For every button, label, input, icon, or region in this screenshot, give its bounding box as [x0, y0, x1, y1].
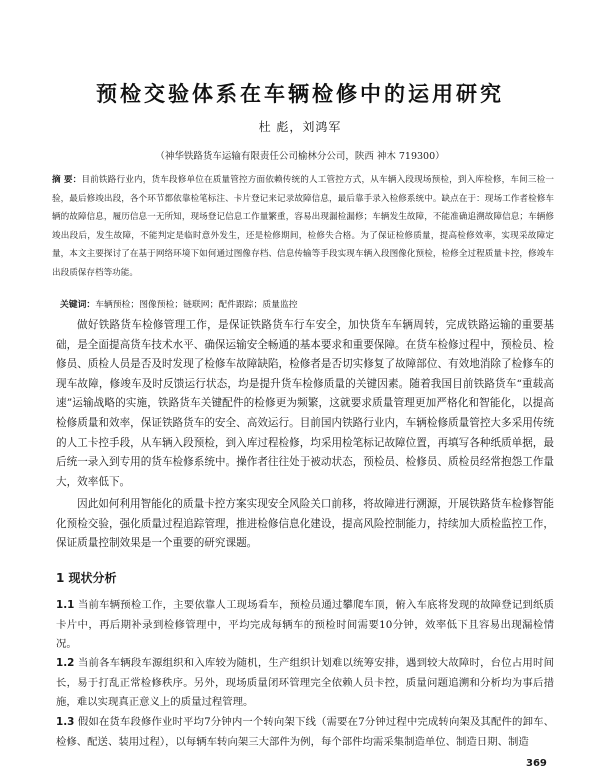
- item-text: 当前各车辆段车源组织和入库较为随机，生产组织计划难以统筹安排，遇到较大故障时，台位占用时间长，易于打乱正常检修秩序。另外，现场质量闭环管理完全依赖人员卡控，质量问题追溯和分析均为事后措施，难以实现真正意义上的质量过程管理。: [56, 657, 554, 709]
- paper-authors: 杜 彪，刘鸿军: [258, 120, 342, 134]
- item-number: 1.3: [56, 716, 75, 728]
- keywords-text: 车辆预检；图像预检；链联网；配件跟踪；质量监控: [95, 300, 298, 310]
- item-text: 假如在货车段修作业时平均7分钟内一个转向架下线（需要在7分钟过程中完成转向架及其配件的卸车、检修、配送、装用过程），以每辆车转向架三大部件为例，每个部件均需采集制造单位、制造日期、制造: [56, 716, 554, 748]
- item-number: 1.2: [56, 657, 75, 669]
- section-heading-1: 1 现状分析: [56, 571, 117, 585]
- list-item: [56, 596, 554, 655]
- body-paragraph-2: 因此如何利用智能化的质量卡控方案实现安全风险关口前移，将故障进行溯源，开展铁路货车检修智能化预检交验，强化质量过程追踪管理，推进检修信息化建设，提高风险控制能力，持续加大质检监控工作，保证质量控制效果是一个重要的研究课题。: [56, 498, 554, 550]
- abstract-block: [52, 171, 554, 282]
- paper-title: 预检交验体系在车辆检修中的运用研究: [96, 82, 504, 106]
- page-number: 369: [526, 758, 547, 769]
- item-text: 当前车辆预检工作，主要依靠人工现场看车，预检员通过攀爬车顶，俯入车底将发现的故障登记到纸质卡片中，再后期补录到检修管理中，平均完成每辆车的预检时间需要10分钟，效率低下且容易出现漏检情况。: [56, 599, 554, 651]
- paper-affiliation: （神华铁路货车运输有限责任公司榆林分公司，陕西 神木 719300）: [155, 151, 445, 162]
- keywords-label: 关键词：: [60, 300, 96, 310]
- abstract-text: 目前铁路行业内，货车段修单位在质量管控方面依赖传统的人工管控方式，从车辆入段现场预检，到入库检修，车间三检一验，最后修竣出段，各个环节都依靠检笔标注、卡片登记来记录故障信息，最后靠手录入检修系统中。缺点在于：现场工作者检修车辆的故障信息，履历信息一无所知，现场登记信息工作量繁重，容易出现漏检漏修；车辆发生故障，不能准确追溯故障信息；车辆修竣出段后，发生故障，不能判定是临时意外发生，还是检修期间，检修失合格。为了保证检修质量，提高检修效率，实现采故障定量，本文主要探讨了在基于网络环境下如何通过图像存档、信息传输等手段实现车辆入段图像化预检，检修全过程质量卡控，修竣车出段质保存档等功能。: [52, 175, 554, 278]
- body-paragraph-1: 做好铁路货车检修管理工作，是保证铁路货车行车安全，加快货车车辆周转，完成铁路运输的重要基础，是全面提高货车技术水平、确保运输安全畅通的基本要求和重要保障。在货车检修过程中，预检员、检修员、质检人员是否及时发现了检修车故障缺陷，检修者是否切实修复了故障部位、有效地消除了检修车的现车故障，修竣车及时反馈运行状态，均是提升货车检修质量的关键因素。随着我国目前铁路货车“重载高速”运输战略的实施，铁路货车关键配件的检修更为频繁，这就要求质量管理更加严格化和智能化，以提高检修质量和效率，保证铁路货车的安全、高效运行。目前国内铁路行业内，车辆检修质量管控大多采用传统的人工卡控手段，从车辆入段预检，到入库过程检修，均采用检笔标记故障位置，再填写各种纸质单据，最后统一录入到专用的货车检修系统中。操作者往往处于被动状态，预检员、检修员、质检员经常抱怨工作量大，效率低下。: [56, 319, 554, 488]
- list-item: [56, 713, 554, 752]
- list-item: [56, 654, 554, 713]
- keywords-block: [60, 297, 560, 310]
- abstract-label: 摘 要：: [52, 175, 82, 185]
- item-number: 1.1: [56, 599, 75, 611]
